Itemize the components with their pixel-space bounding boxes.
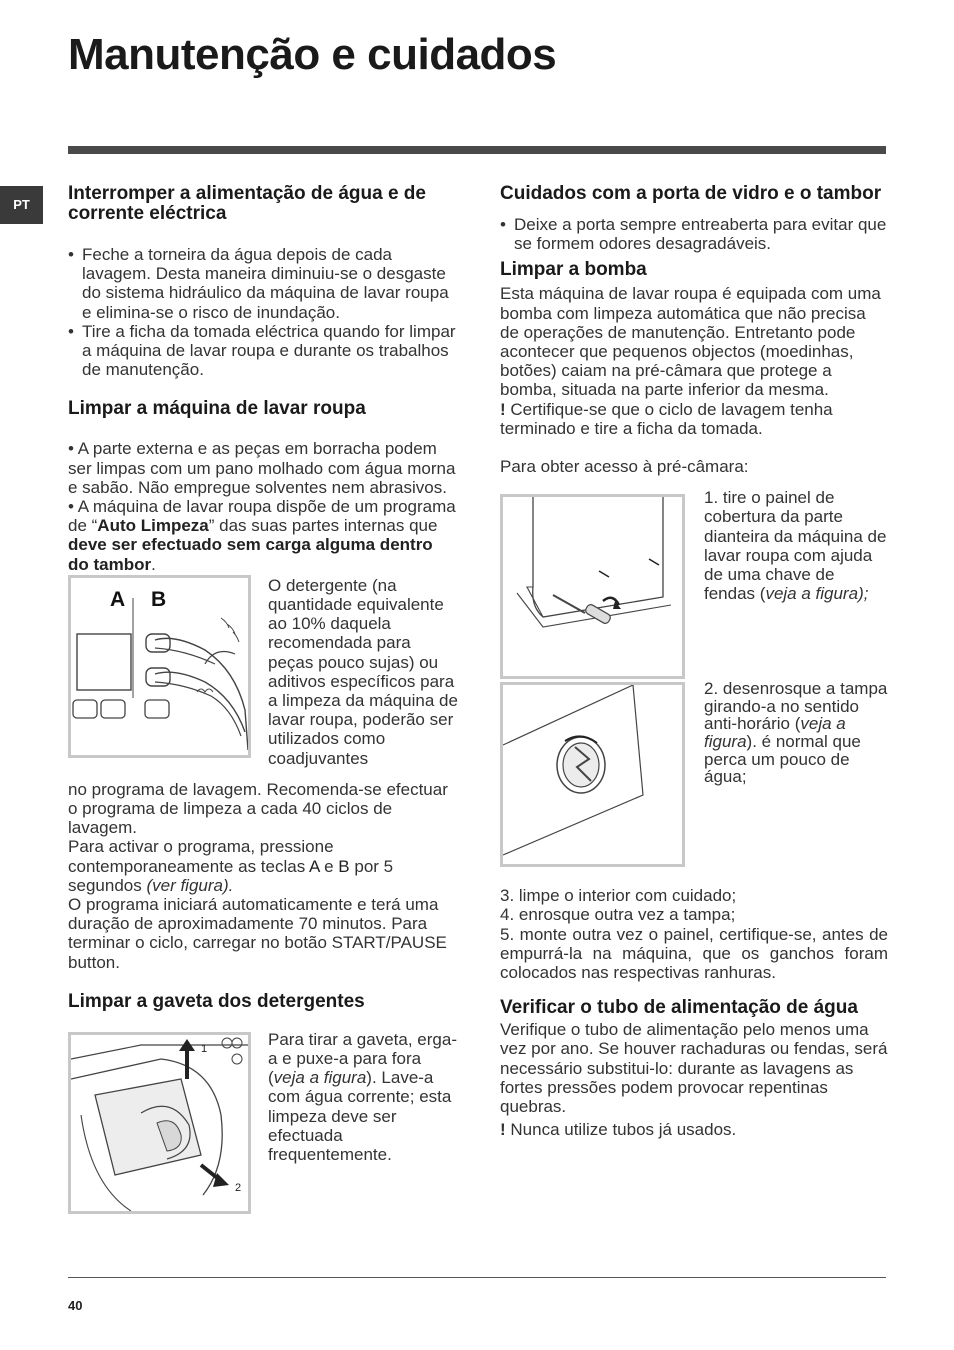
auto-clean-figure-block [68,575,458,773]
paragraph: • A máquina de lavar roupa dispõe de um programa de “Auto Limpeza” das suas partes internas que deve ser efectuado sem carga alguma dentro do tambor. [68,497,456,574]
list-item: • Deixe a porta sempre entreaberta para evitar que se formem odores desagradáveis. [500,215,888,253]
drawer-paragraph: Para tirar a gaveta, erga-a e puxe-a para fora (veja a figura). Lave-a com água corrente; esta limpeza deve ser efectuada frequentemente. [268,1029,457,1165]
section-heading-interromper: Interromper a alimentação de água e de corrente eléctrica [68,183,426,224]
paragraph: O programa iniciará automaticamente e terá uma duração de aproximadamente 70 minutos. Para terminar o ciclo, carregar no botão START/PAUSE button. [68,895,447,972]
page-number: 40 [68,1298,83,1313]
paragraph: Esta máquina de lavar roupa é equipada com uma bomba com limpeza automática que não precisa de operações de manutenção. Entretanto pode acontecer que pequenos objectos (moedinhas, botões) caiam na pré-câmara que protege a bomba, situada na parte inferior da mesma. [500,284,881,400]
step-4: 4. enrosque outra vez a tampa; [500,905,736,925]
section-heading-limpar-gaveta: Limpar a gaveta dos detergentes [68,990,365,1012]
button-b-label: B [151,587,167,611]
step-1-marker: 1 [201,1042,208,1055]
warning-paragraph: ! Nunca utilize tubos já usados. [500,1120,737,1140]
paragraph: Verifique o tubo de alimentação pelo menos uma vez por ano. Se houver rachaduras ou fendas, será necessário substitui-lo: durante as lavagens as fortes pressões podem provocar repentinas quebras. [500,1020,888,1117]
paragraph: Para activar o programa, pressione contemporaneamente as teclas A e B por 5 segundos (ver figura). [68,837,394,895]
footer-rule [68,1277,886,1278]
section-heading-limpar-bomba: Limpar a bomba [500,259,647,281]
warning-paragraph: ! Certifique-se que o ciclo de lavagem tenha terminado e tire a ficha da tomada. [500,399,833,438]
step-2-paragraph: 2. desenrosque a tampa girando-a no sentido anti-horário (veja a figura). é normal que perca um pouco de água; [704,679,888,787]
warning-mark: ! [500,1120,506,1140]
drawer-figure [68,1032,251,1214]
step-2-marker: 2 [235,1181,242,1194]
wrap-paragraph: O detergente (na quantidade equivalente ao 10% daquela recomendada para peças pouco sujas) ou aditivos específicos para a limpeza da máquina de lavar roupa, poderão ser utilizados como coadjuvantes [268,575,458,768]
section-heading-tubo: Verificar o tubo de alimentação de água [500,997,858,1019]
step-5: 5. monte outra vez o painel, certifique-se, antes de empurrá-la na máquina, que os ganchos foram colocados nas respectivas ranhuras. [500,924,888,983]
no-load-warning-text: deve ser efectuado sem carga alguma dentro do tambor [68,535,433,574]
list-item: • Tire a ficha da tomada eléctrica quando for limpar a máquina de lavar roupa e durante os trabalhos de manutenção. [68,322,458,380]
list-item: • Feche a torneira da água depois de cada lavagem. Desta maneira diminuiu-se o desgaste do sistema hidráulico da máquina de lavar roupa e elimina-se o risco de inundação. [68,245,458,322]
section-heading-porta-tambor: Cuidados com a porta de vidro e o tambor [500,183,882,204]
paragraph: no programa de lavagem. Recomenda-se efectuar o programa de limpeza a cada 40 ciclos de lavagem. [68,779,448,838]
auto-limpeza-text: Auto Limpeza [97,516,209,536]
panel-figure-block [500,488,888,682]
page-title: Manutenção e cuidados [68,30,557,79]
step-1-paragraph: 1. tire o painel de cobertura da parte dianteira da máquina de lavar roupa com ajuda de uma chave de fendas (veja a figura); [704,488,887,604]
header-rule [68,146,886,154]
cap-figure-block [500,679,888,870]
auto-clean-figure [68,575,251,758]
language-tab: PT [0,186,43,224]
right-column [500,180,888,1139]
screwdriver-panel-illustration [503,497,682,676]
cap-removal-figure [500,682,685,867]
step-3: 3. limpe o interior com cuidado; [500,886,737,906]
porta-list [500,215,888,253]
drawer-figure-block [68,1029,458,1214]
panel-removal-figure [500,494,685,679]
warning-mark: ! [500,399,506,419]
pump-cap-illustration [503,685,682,864]
paragraph: • A parte externa e as peças em borracha podem ser limpas com um pano molhado com água morna e sabão. Não empregue solventes nem abrasivos. [68,439,456,497]
left-column [68,180,458,1214]
interromper-list [68,245,458,379]
paragraph: Para obter acesso à pré-câmara: [500,457,749,477]
section-heading-limpar-maquina: Limpar a máquina de lavar roupa [68,398,366,420]
detergent-drawer-illustration [71,1035,248,1211]
button-a-label: A [110,587,126,611]
